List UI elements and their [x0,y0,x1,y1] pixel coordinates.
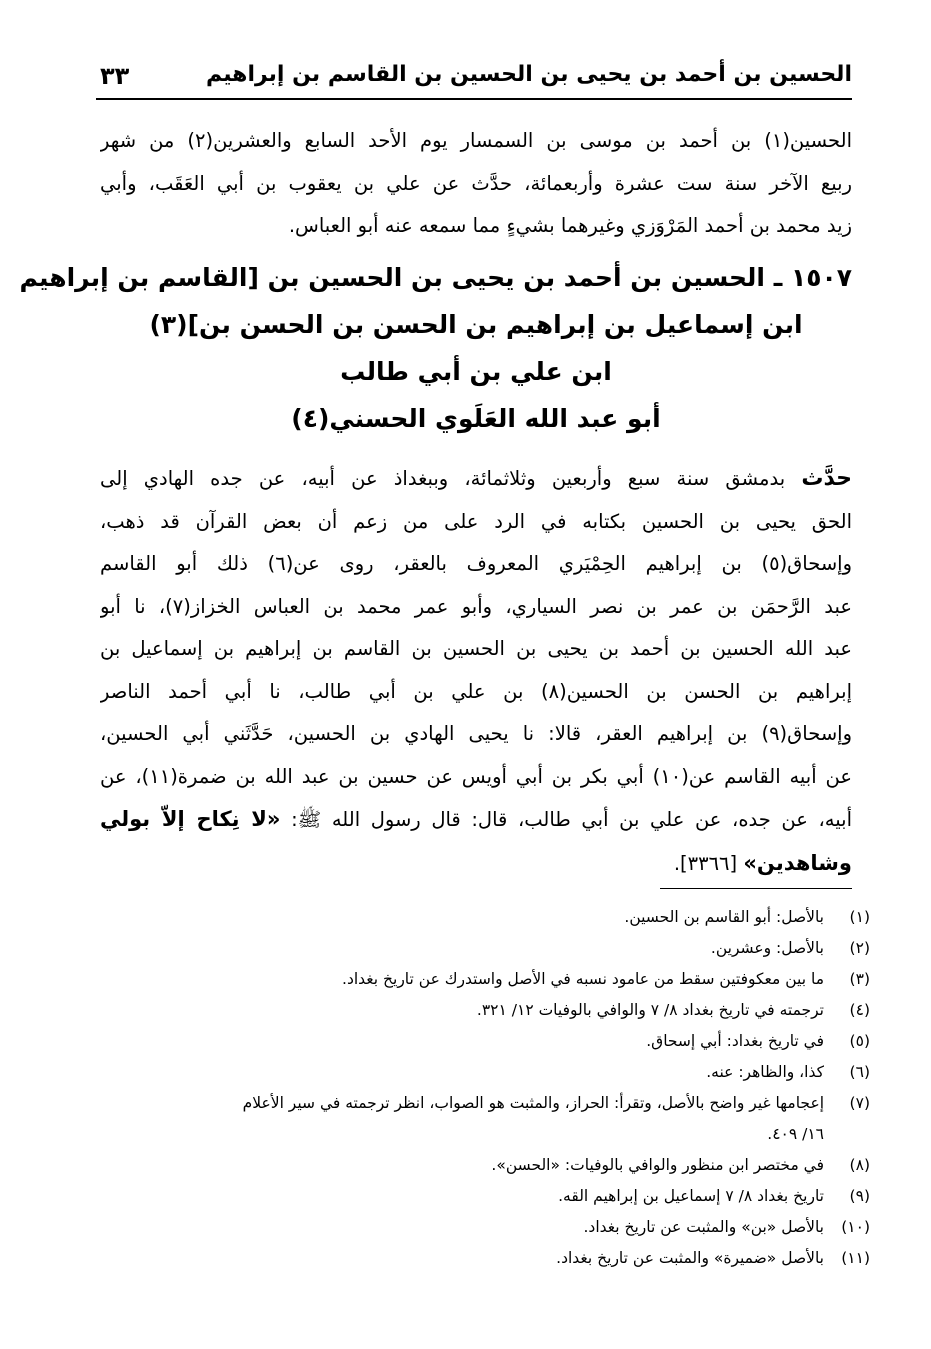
footnote [110,902,870,933]
footnote-number: (١) [849,908,870,926]
footnote-text: ترجمته في تاريخ بغداد ٨/ ٧ والوافي بالوفيات ١٢/ ٣٢١. [476,1001,824,1019]
footnote [110,933,870,964]
entry-body-line-final [100,842,852,886]
entry-body-text: بدمشق سنة سبع وأربعين وثلاثمائة، وببغداذ عن أبيه، عن جده الهادي إلى [100,467,786,490]
entry-body [100,458,852,885]
footnote-continuation: ١٦/ ٤٠٩. [767,1125,824,1143]
header-rule [96,98,852,100]
entry-heading-line: ١٥٠٧ ـ الحسين بن أحمد بن يحيى بن الحسين بن [القاسم بن إبراهيم [19,263,852,292]
footnote-text: في تاريخ بغداد: أبي إسحاق. [646,1032,824,1050]
footnote-number: (٧) [849,1094,870,1112]
footnote [110,1057,870,1088]
footnote-number: (٨) [849,1156,870,1174]
footnote-text: بالأصل: وعشرين. [710,939,824,957]
entry-body-line: إبراهيم بن الحسن بن الحسين(٨) بن علي بن أبي طالب، نا أبي أحمد الناصر [100,679,852,703]
footnote [110,1181,870,1212]
entry-heading-line: أبو عبد الله العَلَوي الحسني(٤) [291,404,661,433]
footnote-number: (٦) [849,1063,870,1081]
intro-line: الحسين(١) بن أحمد بن موسى بن السمسار يوم الأحد السابع والعشرين(٢) من شهر [100,129,852,152]
footnote-number: (١٠) [841,1218,870,1236]
footnote-text: بالأصل: أبو القاسم بن الحسين. [624,908,824,926]
footnote-text: تاريخ بغداد ٨/ ٧ إسماعيل بن إبراهيم القه. [558,1187,824,1205]
entry-body-line-first [100,458,852,501]
footnote [110,995,870,1026]
footnote [110,1026,870,1057]
entry-body-line: عن أبيه القاسم عن(١٠) أبي بكر بن أبي أويس عن حسين بن عبد الله بن ضمرة(١١)، عن [100,764,852,788]
entry-body-text: أبيه، عن جده، عن علي بن أبي طالب، قال: قال رسول الله ﷺ: [291,808,852,831]
footnote-text: كذا، والظاهر: عنه. [706,1063,824,1081]
entry-body-line-hadith [100,798,852,842]
running-header [100,58,852,102]
footnote [110,1243,870,1274]
footnote [110,1150,870,1181]
footnote-text: بالأصل «بن» والمثبت عن تاريخ بغداد. [583,1218,824,1236]
entry-body-line: وإسحاق(٩) بن إبراهيم العقر، قالا: نا يحيى الهادي بن الحسين، حَدَّثَني أبي الحسين، [100,722,852,745]
reference-number: [٣٣٦٦]. [673,851,738,875]
footnote-text: بالأصل «ضميرة» والمثبت عن تاريخ بغداد. [556,1249,824,1267]
entry-heading-line: ابن إسماعيل بن إبراهيم بن الحسن بن الحسن بن](٣) [149,310,803,339]
footnote-number: (٥) [849,1032,870,1050]
footnote-text: إعجامها غير واضح بالأصل، وتقرأ: الحراز، والمثبت هو الصواب، انظر ترجمته في سير الأعلام [242,1094,824,1112]
lead-word: حدَّث [801,466,852,491]
footnote [110,1212,870,1243]
footnotes [110,902,870,1274]
entry-body-line: وإسحاق(٥) بن إبراهيم الحِمْيَري المعروف بالعقر، روى عن(٦) ذلك أبو القاسم [100,552,852,575]
entry-body-line: الحق يحيى بن الحسين بكتابه في الرد على من زعم أن بعض القرآن قد ذهب، [100,509,852,533]
footnote-number: (٩) [849,1187,870,1205]
entry-heading [19,254,852,442]
hadith-text-end: وشاهدين» [743,850,852,875]
entry-body-line: عبد الله الحسين بن أحمد بن يحيى بن الحسين بن القاسم بن إبراهيم بن إسماعيل بن [100,637,852,660]
hadith-text: «لا نِكاح إلاّ بولي [100,807,281,831]
footnote [110,964,870,995]
entry-heading-line: ابن علي بن أبي طالب [340,357,612,386]
footnote [110,1088,870,1119]
footnotes-rule [660,888,852,889]
page-number: ٣٣ [100,62,130,90]
footnote-number: (٣) [849,970,870,988]
intro-line: زيد محمد بن أحمد المَرْوَزي وغيرهما بشيءٍ مما سمعه عنه أبو العباس. [288,214,852,237]
footnote-number: (٤) [849,1001,870,1019]
intro-paragraph [100,120,852,248]
header-title: الحسين بن أحمد بن يحيى بن الحسين بن القاسم بن إبراهيم [205,62,852,87]
entry-body-line: عبد الرَّحمَن بن عمر بن نصر السياري، وأبو عمر محمد بن العباس الخزاز(٧)، نا أبو [100,594,852,618]
footnote-text: ما بين معكوفتين سقط من عامود نسبه في الأصل واستدرك عن تاريخ بغداد. [342,970,824,988]
footnote-number: (٢) [849,939,870,957]
footnote-number: (١١) [841,1249,870,1267]
footnote-text: في مختصر ابن منظور والوافي بالوفيات: «الحسن». [491,1156,824,1174]
intro-line: ربيع الآخر سنة ست عشرة وأربعمائة، حدَّث عن علي بن يعقوب بن أبي العَقَب، وأبي [100,171,852,195]
